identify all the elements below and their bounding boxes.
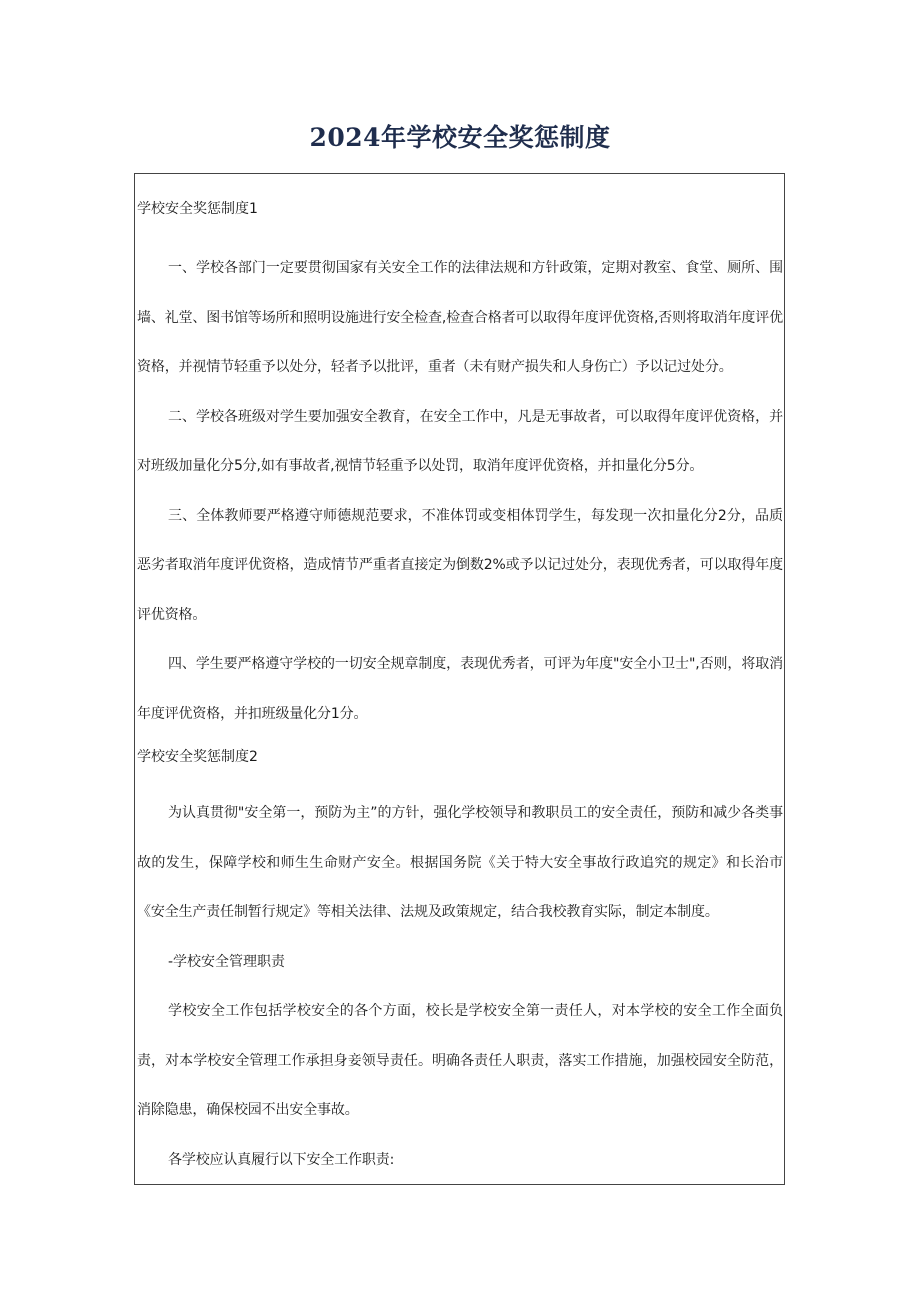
content-body [137, 195, 783, 1185]
paragraph: 二、学校各班级对学生要加强安全教育，在安全工作中，凡是无事故者，可以取得年度评优资格，并对班级加量化分5分,如有事故者,视情节轻重予以处罚，取消年度评优资格，并扣量化分5分。 [137, 408, 783, 474]
paragraph: 一、学校各部门一定要贯彻国家有关安全工作的法律法规和方针政策，定期对教室、食堂、厕所、围墙、礼堂、图书馆等场所和照明设施进行安全检查,检查合格者可以取得年度评优资格,否则将取消年度评优资格，并视情节轻重予以处分，轻者予以批评，重者（未有财产损失和人身伤亡）予以记过处分。 [137, 260, 783, 375]
document-title: 2024年学校安全奖惩制度 [309, 123, 611, 152]
subsection-heading: -学校安全管理职责 [168, 953, 286, 970]
section-heading-2: 学校安全奖惩制度2 [137, 749, 258, 765]
paragraph: 四、学生要严格遵守学校的一切安全规章制度，表现优秀者，可评为年度"安全小卫士",否则，将取消年度评优资格，并扣班级量化分1分。 [137, 656, 783, 722]
paragraph: 为认真贯彻"安全第一，预防为主”的方针，强化学校领导和教职员工的安全责任，预防和减少各类事故的发生，保障学校和师生生命财产安全。根据国务院《关于特大安全事故行政追究的规定》和长治市《安全生产责任制暂行规定》等相关法律、法规及政策规定，结合我校教育实际，制定本制度。 [137, 805, 783, 920]
paragraph: 学校安全工作包括学校安全的各个方面，校长是学校安全第一责任人，对本学校的安全工作全面负责，对本学校安全管理工作承担身妾领导责任。明确各责任人职责，落实工作措施，加强校园安全防范，消除隐患，确保校园不出安全事故。 [137, 1003, 783, 1118]
content-frame [134, 173, 785, 1185]
paragraph: 各学校应认真履行以下安全工作职责: [168, 1151, 395, 1168]
section-heading-1: 学校安全奖惩制度1 [137, 201, 258, 217]
paragraph: 三、全体教师要严格遵守师德规范要求，不准体罚或变相体罚学生，每发现一次扣量化分2分，品质恶劣者取消年度评优资格，造成情节严重者直接定为倒数2%或予以记过处分，表现优秀者，可以取得年度评优资格。 [137, 507, 783, 623]
